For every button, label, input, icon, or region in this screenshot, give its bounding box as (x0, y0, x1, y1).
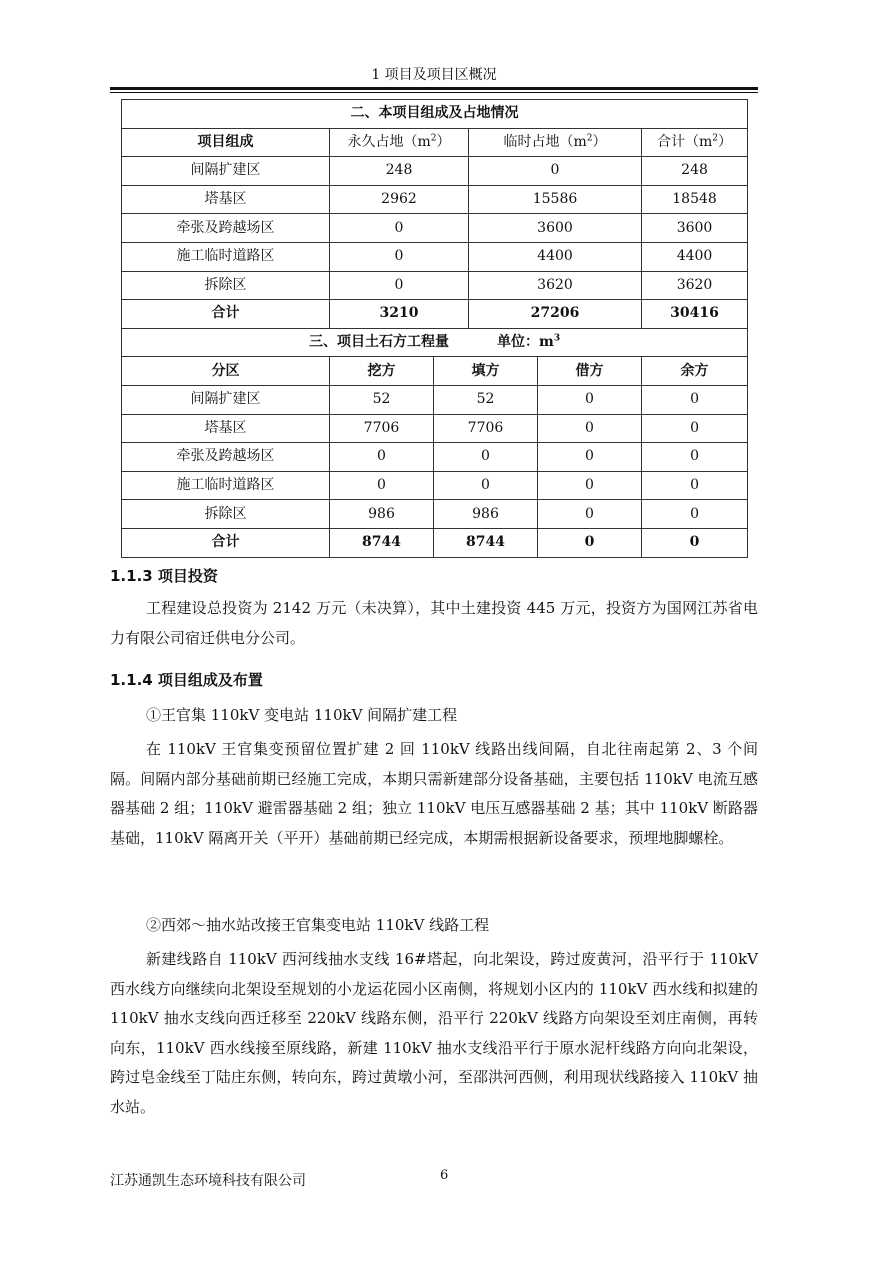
table-cell: 牵张及跨越场区 (122, 443, 330, 472)
table-cell: 3600 (469, 214, 642, 243)
section3-total-row (122, 528, 748, 557)
table-cell: 986 (330, 500, 434, 529)
table-cell: 0 (330, 214, 469, 243)
table-cell: 18548 (642, 185, 748, 214)
table-cell: 合计 (122, 528, 330, 557)
table-cell: 0 (469, 157, 642, 186)
table-cell: 0 (330, 242, 469, 271)
table-cell: 施工临时道路区 (122, 471, 330, 500)
table-cell: 0 (642, 471, 748, 500)
table-row (122, 414, 748, 443)
table-cell: 248 (330, 157, 469, 186)
table-cell: 0 (642, 528, 748, 557)
heading-1-1-3: 1.1.3 项目投资 (110, 567, 218, 585)
section3-header-row (122, 357, 748, 386)
section2-total-row (122, 300, 748, 329)
table-cell: 8744 (330, 528, 434, 557)
paragraph-investment: 工程建设总投资为 2142 万元（未决算），其中土建投资 445 万元，投资方为国网江苏省电力有限公司宿迁供电分公司。 (110, 599, 758, 647)
table-cell: 间隔扩建区 (122, 385, 330, 414)
table-cell: 3620 (469, 271, 642, 300)
table-cell: 0 (434, 443, 538, 472)
table-row (122, 271, 748, 300)
heading-1-1-4: 1.1.4 项目组成及布置 (110, 671, 263, 689)
table-cell: 4400 (469, 242, 642, 271)
table-cell: 986 (434, 500, 538, 529)
section3-title: 三、项目土石方工程量 单位：$m^3$ (122, 328, 748, 357)
table-cell: 3600 (642, 214, 748, 243)
table-cell: 3210 (330, 300, 469, 329)
paragraph-item2: 新建线路自 110kV 西河线抽水支线 16#塔起，向北架设，跨过废黄河，沿平行于 110kV 西水线方向继续向北架设至规划的小龙运花园小区南侧，将规划小区内的 110kV 西水线和拟建的 110kV 抽水支线向西迁移至 220kV 线路东侧，沿平行 220kV 线路方向架设至刘庄南侧，再转向东，110kV 西水线接至原线路，新建 110kV 抽水支线沿平行于原水泥杆线路方向向北架设，跨过皂金线至丁陆庄东侧，转向东，跨过黄墩小河，至邵洪河西侧，利用现状线路接入 110kV 抽水站。 (110, 950, 758, 1116)
table-cell: 拆除区 (122, 271, 330, 300)
header-rule-thin (110, 92, 758, 93)
col-header-borrow: 借方 (538, 357, 642, 386)
table-cell: 248 (642, 157, 748, 186)
section2-title-row (122, 100, 748, 129)
page-header-title: 1 项目及项目区概况 (371, 67, 497, 83)
section2-header-row (122, 128, 748, 157)
table-cell: 0 (330, 471, 434, 500)
land-and-earthwork-table (121, 99, 748, 558)
table-row (122, 185, 748, 214)
col-header-temporary-land: 临时占地$(m^2)$ (469, 128, 642, 157)
col-header-project-component: 项目组成 (122, 128, 330, 157)
table-cell: 0 (538, 500, 642, 529)
table-cell: 塔基区 (122, 185, 330, 214)
col-header-fill: 填方 (434, 357, 538, 386)
table-cell: 0 (538, 471, 642, 500)
table-cell: 0 (330, 271, 469, 300)
section3-title-row (122, 328, 748, 357)
table-row (122, 500, 748, 529)
table-row (122, 471, 748, 500)
table-cell: 15586 (469, 185, 642, 214)
table-cell: 2962 (330, 185, 469, 214)
table-cell: 7706 (434, 414, 538, 443)
col-header-total: 合计$(m^2)$ (642, 128, 748, 157)
table-cell: 拆除区 (122, 500, 330, 529)
item1-title: ①王官集 110kV 变电站 110kV 间隔扩建工程 (146, 706, 458, 724)
table-cell: 8744 (434, 528, 538, 557)
table-row (122, 385, 748, 414)
col-header-surplus: 余方 (642, 357, 748, 386)
table-cell: 4400 (642, 242, 748, 271)
item2-title: ②西郊～抽水站改接王官集变电站 110kV 线路工程 (146, 916, 490, 934)
paragraph-item1: 在 110kV 王官集变预留位置扩建 2 回 110kV 线路出线间隔，自北往南起第 2、3 个间隔。间隔内部分基础前期已经施工完成，本期只需新建部分设备基础，主要包括 110kV 电流互感器基础 2 组；110kV 避雷器基础 2 组；独立 110kV 电压互感器基础 2 基；其中 110kV 断路器基础，110kV 隔离开关（平开）基础前期已经完成，本期需根据新设备要求，预埋地脚螺栓。 (110, 740, 758, 847)
table-row (122, 157, 748, 186)
header-rule-thick (110, 87, 758, 90)
table-cell: 0 (642, 443, 748, 472)
col-header-permanent-land: 永久占地$(m^2)$ (330, 128, 469, 157)
table-cell: 52 (434, 385, 538, 414)
table-cell: 施工临时道路区 (122, 242, 330, 271)
col-header-zone: 分区 (122, 357, 330, 386)
table-cell: 0 (642, 500, 748, 529)
table-cell: 合计 (122, 300, 330, 329)
table-cell: 27206 (469, 300, 642, 329)
section2-title: 二、本项目组成及占地情况 (122, 100, 748, 129)
table-cell: 3620 (642, 271, 748, 300)
table-cell: 30416 (642, 300, 748, 329)
page-number: 6 (440, 1168, 449, 1183)
table-cell: 0 (538, 385, 642, 414)
table-cell: 0 (538, 414, 642, 443)
table-cell: 间隔扩建区 (122, 157, 330, 186)
table-cell: 0 (538, 528, 642, 557)
table-row (122, 242, 748, 271)
col-header-excavation: 挖方 (330, 357, 434, 386)
table-cell: 0 (330, 443, 434, 472)
table-cell: 0 (538, 443, 642, 472)
table-cell: 52 (330, 385, 434, 414)
table-cell: 0 (642, 414, 748, 443)
table-cell: 0 (642, 385, 748, 414)
table-row (122, 443, 748, 472)
table-cell: 塔基区 (122, 414, 330, 443)
table-cell: 牵张及跨越场区 (122, 214, 330, 243)
table-cell: 7706 (330, 414, 434, 443)
table-cell: 0 (434, 471, 538, 500)
footer-company: 江苏通凯生态环境科技有限公司 (110, 1173, 306, 1189)
table-row (122, 214, 748, 243)
